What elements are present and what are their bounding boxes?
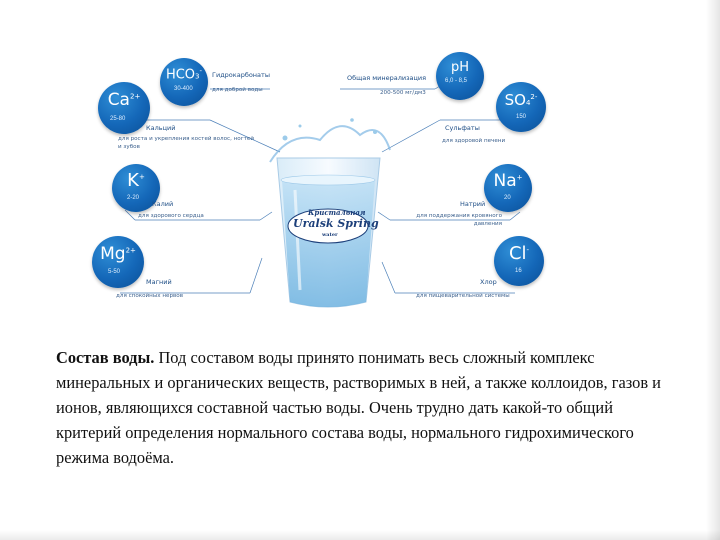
hco3-subscript: 3 [195,72,200,81]
k-range: 2-20 [127,195,140,201]
so4-symbol: SO [504,91,526,109]
composition-paragraph [56,345,676,470]
mg-description: для спокойных нервов [116,293,184,299]
ph-description: 200-500 мг/дм3 [380,90,426,96]
na-circle [484,164,532,212]
ca-range: 25-80 [110,116,126,122]
ca-description: для роста и укрепления костей волос, ногтей и зубов [118,136,254,150]
mg-range: 5-50 [108,269,121,275]
slide-shadow-bottom [0,530,720,540]
hco3-label: Гидрокарбонаты [212,71,270,79]
cl-description: для пищеварительной системы [416,293,510,299]
slide-shadow-right [706,0,720,540]
paragraph-body: Под составом воды принято понимать весь сложный комплекс минеральных и органических веществ, растворимых в ней, а также коллоидов, газов и ионов, являющихся составной частью воды. Очень трудно дать какой-то общий критерий определения нормального состава воды, нормального гидрохимического режима водоёма. [56,348,661,467]
cl-range: 16 [515,268,522,274]
hco3-charge: - [199,67,203,75]
water-composition-infographic [90,40,556,318]
ca-symbol: Ca [107,90,130,110]
so4-charge: 2- [530,93,538,101]
na-symbol: Na [493,171,517,191]
so4-circle [496,82,546,132]
hco3-symbol: HCO [165,67,196,83]
so4-description: для здоровой печени [442,138,506,144]
k-label: Калий [152,200,174,208]
hco3-circle [160,58,208,106]
mg-charge: 2+ [125,246,136,255]
na-description: для поддержания кровяного давления [416,213,502,227]
ph-range: 6,0 - 8,5 [445,78,468,84]
so4-subscript: 4 [525,99,531,107]
hco3-range: 30-400 [174,86,193,92]
paragraph-lead: Состав воды. [56,348,155,367]
ca-circle [98,82,150,134]
k-description: для здорового сердца [138,213,204,219]
ph-symbol: pH [450,60,470,75]
so4-range: 150 [516,114,527,120]
cl-label: Хлор [480,278,497,286]
na-range: 20 [504,195,511,201]
cl-circle [494,236,544,286]
glass-brand-top: Кристальная [308,208,366,217]
ca-label: Кальций [146,124,176,132]
mg-circle [92,236,144,288]
ca-charge: 2+ [129,92,141,101]
ph-circle [436,52,484,100]
glass-brand-sub: water [322,232,338,238]
glass-brand-main: Uralsk Spring [293,217,379,230]
hco3-description: для доброй воды [212,87,263,93]
na-charge: + [516,173,523,182]
cl-charge: - [526,246,530,254]
ph-label: Общая минерализация [347,74,427,82]
mg-symbol: Mg [100,244,126,264]
k-symbol: K [127,170,139,191]
cl-symbol: Cl [508,243,527,264]
so4-label: Сульфаты [445,124,480,132]
mg-label: Магний [146,278,172,286]
na-label: Натрий [460,200,486,208]
k-charge: + [138,173,145,181]
